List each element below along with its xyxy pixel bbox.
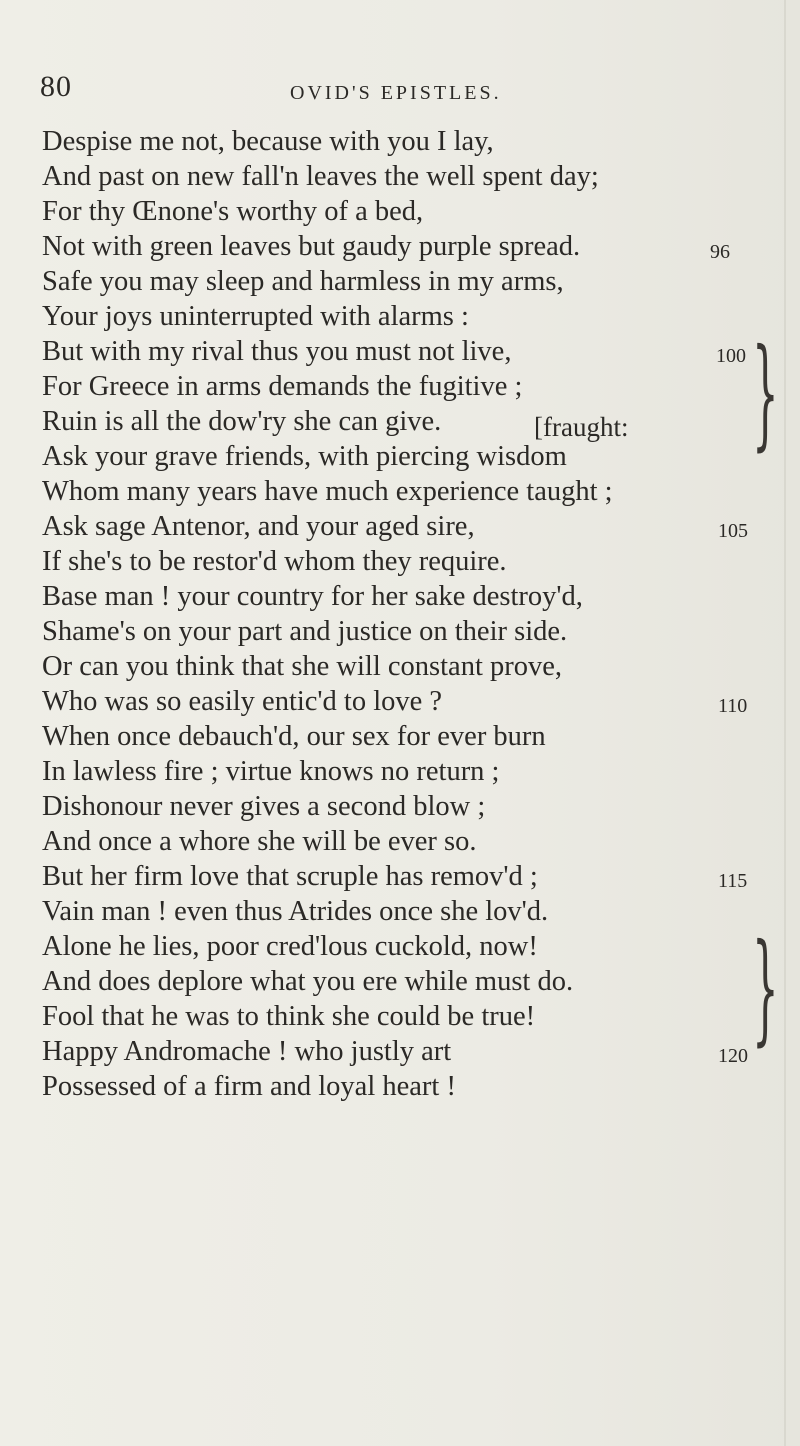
verse-line: And once a whore she will be ever so.	[42, 826, 477, 857]
line-number: 110	[718, 695, 748, 717]
verse-line: Not with green leaves but gaudy purple spread.	[42, 231, 581, 262]
verse-line: Possessed of a firm and loyal heart !	[42, 1071, 456, 1102]
verse-line: Ruin is all the dow'ry she can give.	[42, 406, 442, 437]
verse-line: Ask sage Antenor, and your aged sire,	[42, 511, 475, 542]
verse-line: Your joys uninterrupted with alarms :	[42, 301, 469, 332]
verse-line: Or can you think that she will constant prove,	[42, 651, 563, 682]
verse-line: Who was so easily entic'd to love ?	[42, 686, 443, 717]
page-edge	[784, 0, 786, 1446]
verse-line: If she's to be restor'd whom they require.	[42, 546, 507, 577]
verse-line: Safe you may sleep and harmless in my arms,	[42, 266, 564, 297]
verse-line: But with my rival thus you must not live,	[42, 336, 512, 367]
verse-line: Ask your grave friends, with piercing wisdom	[42, 441, 567, 472]
verse-line: For thy Œnone's worthy of a bed,	[42, 196, 424, 227]
line-number: 115	[718, 870, 748, 892]
verse-line: Base man ! your country for her sake destroy'd,	[42, 581, 583, 612]
verse-line: When once debauch'd, our sex for ever burn	[42, 721, 546, 752]
verse-line: Vain man ! even thus Atrides once she lov'd.	[42, 896, 549, 927]
verse-line: And does deplore what you ere while must do.	[42, 966, 574, 997]
verse-line: Alone he lies, poor cred'lous cuckold, now!	[42, 931, 538, 962]
verse-line: Dishonour never gives a second blow ;	[42, 791, 486, 822]
line-number: 120	[718, 1045, 748, 1067]
line-number: 100	[716, 345, 746, 367]
page-number: 80	[40, 70, 72, 103]
verse-line: Whom many years have much experience taught ;	[42, 476, 613, 507]
verse-line: Happy Andromache ! who justly art	[42, 1036, 452, 1067]
verse-line: Fool that he was to think she could be true!	[42, 1001, 536, 1032]
line-number: 96	[710, 241, 730, 263]
verse-line: And past on new fall'n leaves the well spent day;	[42, 161, 599, 192]
verse-line: Shame's on your part and justice on their side.	[42, 616, 568, 647]
verse-line: But her firm love that scruple has remov'd ;	[42, 861, 538, 892]
triplet-brace: }	[752, 919, 779, 1058]
margin-note-fraught: [fraught:	[534, 412, 629, 442]
verse-line: For Greece in arms demands the fugitive ;	[42, 371, 523, 402]
running-head: OVID'S EPISTLES.	[290, 82, 502, 104]
verse-line: Despise me not, because with you I lay,	[42, 126, 494, 157]
triplet-brace: }	[752, 324, 779, 463]
line-number: 105	[718, 520, 748, 542]
verse-line: In lawless fire ; virtue knows no return ;	[42, 756, 500, 787]
